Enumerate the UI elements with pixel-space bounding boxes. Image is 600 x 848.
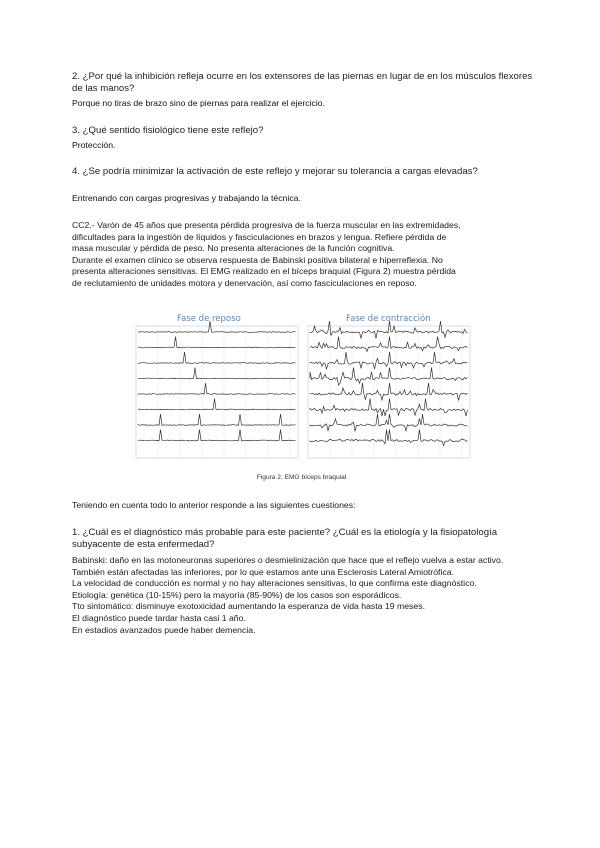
answer-line: La velocidad de conducción es normal y no hay alteraciones sensitivas, lo que confirma este diagnóstico. <box>72 578 477 589</box>
emg-trace <box>310 337 468 352</box>
answer-3: Protección. <box>72 140 116 150</box>
emg-trace <box>310 383 468 401</box>
emg-trace <box>310 368 468 386</box>
answer-line: Tto sintomático: disminuye exotoxicidad aumentando la esperanza de vida hasta 19 meses. <box>72 601 426 612</box>
answer-2: Porque no tiras de brazo sino de piernas para realizar el ejercicio. <box>72 98 326 108</box>
emg-trace <box>310 414 468 431</box>
emg-trace <box>138 352 296 363</box>
emg-trace <box>138 430 296 441</box>
label-contraction: Fase de contracción <box>346 314 431 324</box>
emg-trace <box>310 430 468 446</box>
case-line: masa muscular y pérdida de peso. No presenta alteraciones de la función cognitiva. <box>72 243 395 254</box>
answer-line: El diagnóstico puede tardar hasta casi 1 año. <box>72 612 246 623</box>
answers <box>72 555 542 636</box>
label-rest: Fase de reposo <box>177 314 241 324</box>
answer-line: En estadios avanzados puede haber demencia. <box>72 624 256 635</box>
case-line: CC2.- Varón de 45 años que presenta pérdida progresiva de la fuerza muscular en las extremidades, <box>72 220 461 230</box>
question-1: 1. ¿Cuál es el diagnóstico más probable para este paciente? ¿Cuál es la etiología y la fisiopatología subyacente de esta enfermedad? <box>72 527 498 551</box>
answer-line: También están afectadas las inferiores, por lo que estamos ante una Esclerosis Lateral Amiotrófica. <box>72 566 454 577</box>
case-line: presenta alteraciones sensitivas. El EMG realizado en el bíceps braquial (Figura 2) muestra pérdida <box>72 266 456 277</box>
question-4: 4. ¿Se podría minimizar la activación de este reflejo y mejorar su tolerancia a cargas elevadas? <box>72 166 478 177</box>
emg-figure <box>130 308 473 463</box>
emg-panel-frame <box>136 326 298 458</box>
emg-trace <box>310 399 468 417</box>
emg-trace <box>138 368 296 379</box>
figure-caption: Figura 2. EMG bíceps braquial <box>256 474 347 481</box>
emg-trace <box>138 337 296 348</box>
case-line: de reclutamiento de unidades motora y denervación, así como fasciculaciones en reposo. <box>72 277 417 288</box>
answer-4: Entrenando con cargas progresivas y trabajando la técnica. <box>72 193 301 203</box>
question-3: 3. ¿Qué sentido fisiológico tiene este reflejo? <box>72 125 264 136</box>
emg-panel-frame <box>308 326 470 458</box>
case-line: Durante el examen clínico se observa respuesta de Babinski positiva bilateral e hiperreflexia. No <box>72 254 443 265</box>
answer-line: Babinski: daño en las motoneuronas superiores o desmielinización que hace que el reflejo vuelva a estar activo. <box>72 555 504 565</box>
emg-trace <box>138 383 296 394</box>
instruction: Teniendo en cuenta todo lo anterior responde a las siguientes cuestiones: <box>72 500 356 510</box>
clinical-case <box>72 220 542 290</box>
emg-trace <box>310 352 468 369</box>
answer-line: Etiología: genética (10-15%) pero la mayoría (85-90%) de los casos son esporádicos. <box>72 589 402 600</box>
emg-trace <box>138 399 296 410</box>
case-line: dificultades para la ingestión de líquidos y fasciculaciones en brazos y lengua. Refiere pérdida de <box>72 231 447 242</box>
emg-traces <box>130 308 473 463</box>
question-2: 2. ¿Por qué la inhibición refleja ocurre en los extensores de las piernas en lugar de en los músculos flexores de las manos? <box>72 71 533 95</box>
emg-trace <box>138 414 296 425</box>
